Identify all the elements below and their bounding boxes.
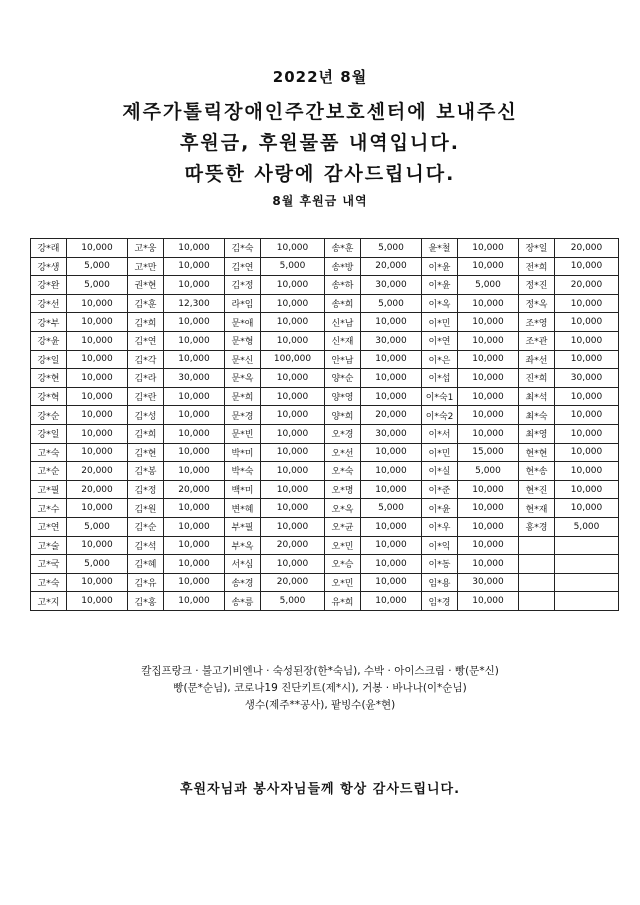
donor-name-cell: 송*희 — [325, 294, 361, 313]
donor-name-cell: 오*선 — [325, 443, 361, 462]
donor-name-cell: 김*현 — [128, 443, 164, 462]
donor-name-cell: 김*란 — [128, 387, 164, 406]
donor-name-cell: 김*연 — [225, 257, 261, 276]
donor-name-cell: 최*석 — [519, 387, 555, 406]
donor-name-cell: 문*애 — [225, 313, 261, 332]
title-line-3: 따뜻한 사랑에 감사드립니다. — [184, 163, 456, 185]
donor-name-cell: 고*술 — [31, 536, 67, 555]
donation-amount-cell: 10,000 — [361, 592, 422, 611]
donation-amount-cell: 10,000 — [361, 443, 422, 462]
donation-amount-cell — [555, 536, 619, 555]
table-row — [31, 387, 619, 406]
table-row — [31, 257, 619, 276]
donor-name-cell — [519, 592, 555, 611]
donation-amount-cell: 10,000 — [67, 313, 128, 332]
donation-amount-cell: 5,000 — [361, 239, 422, 258]
table-row — [31, 517, 619, 536]
donor-name-cell: 조*관 — [519, 331, 555, 350]
donation-amount-cell: 10,000 — [164, 517, 225, 536]
donor-name-cell: 백*미 — [225, 480, 261, 499]
donation-amount-cell: 20,000 — [555, 239, 619, 258]
donation-amount-cell: 10,000 — [361, 350, 422, 369]
donation-amount-cell: 10,000 — [555, 424, 619, 443]
donor-name-cell: 이*윤 — [422, 257, 458, 276]
donor-name-cell: 김*성 — [128, 406, 164, 425]
donor-name-cell: 이*동 — [422, 555, 458, 574]
donation-amount-cell: 10,000 — [458, 313, 519, 332]
donation-amount-cell: 10,000 — [555, 294, 619, 313]
donation-amount-cell: 100,000 — [261, 350, 325, 369]
donation-amount-cell: 5,000 — [261, 257, 325, 276]
donor-name-cell: 이*서 — [422, 424, 458, 443]
donation-amount-cell: 10,000 — [261, 294, 325, 313]
table-row — [31, 480, 619, 499]
donor-name-cell: 현*재 — [519, 499, 555, 518]
donor-name-cell: 문*희 — [225, 387, 261, 406]
donation-amount-cell: 10,000 — [555, 350, 619, 369]
donor-name-cell: 이*섭 — [422, 369, 458, 388]
donation-amount-cell: 10,000 — [164, 387, 225, 406]
donation-amount-cell: 10,000 — [164, 555, 225, 574]
donation-amount-cell: 10,000 — [458, 480, 519, 499]
donor-name-cell: 고*웅 — [128, 239, 164, 258]
donation-amount-cell: 10,000 — [261, 387, 325, 406]
donor-name-cell: 송*경 — [225, 573, 261, 592]
donor-name-cell: 이*숙1 — [422, 387, 458, 406]
donor-name-cell: 오*옥 — [325, 499, 361, 518]
donation-amount-cell: 10,000 — [555, 443, 619, 462]
donation-amount-cell: 10,000 — [261, 555, 325, 574]
donation-amount-cell: 10,000 — [261, 443, 325, 462]
table-row — [31, 313, 619, 332]
donor-name-cell: 강*순 — [31, 406, 67, 425]
donor-name-cell: 이*익 — [422, 536, 458, 555]
donation-amount-cell: 15,000 — [458, 443, 519, 462]
donation-amount-cell: 10,000 — [261, 499, 325, 518]
donor-name-cell: 김*연 — [128, 331, 164, 350]
donor-name-cell: 오*균 — [325, 517, 361, 536]
table-row — [31, 443, 619, 462]
goods-line-1: 칼집프랑크 · 불고기비엔나 · 숙성된장(한*숙님), 수박 · 아이스크림 · 빵(문*신) — [141, 665, 499, 677]
donation-amount-cell: 10,000 — [164, 573, 225, 592]
donor-name-cell: 고*연 — [31, 517, 67, 536]
donor-name-cell: 이*숙2 — [422, 406, 458, 425]
donation-amount-cell: 10,000 — [261, 276, 325, 295]
donor-name-cell: 김*홍 — [128, 592, 164, 611]
donation-amount-cell: 10,000 — [361, 573, 422, 592]
table-row — [31, 499, 619, 518]
donation-amount-cell: 10,000 — [164, 592, 225, 611]
donor-name-cell: 고*국 — [31, 555, 67, 574]
donation-amount-cell: 10,000 — [555, 387, 619, 406]
donation-amount-cell: 10,000 — [458, 239, 519, 258]
donation-amount-cell: 10,000 — [458, 331, 519, 350]
goods-line-2: 빵(문*순님), 코로나19 진단키트(제*시), 거봉 · 바나나(이*순님) — [173, 682, 467, 694]
donor-name-cell: 신*남 — [325, 313, 361, 332]
donation-amount-cell: 10,000 — [458, 350, 519, 369]
donor-name-cell: 전*희 — [519, 257, 555, 276]
donor-name-cell: 고*수 — [31, 499, 67, 518]
donor-name-cell: 강*윤 — [31, 331, 67, 350]
donor-name-cell: 진*희 — [519, 369, 555, 388]
donation-amount-cell: 10,000 — [67, 387, 128, 406]
donor-name-cell: 고*지 — [31, 592, 67, 611]
donor-name-cell: 김*혜 — [128, 555, 164, 574]
donor-name-cell: 김*희 — [128, 424, 164, 443]
donor-name-cell: 유*희 — [325, 592, 361, 611]
donation-amount-cell: 5,000 — [361, 499, 422, 518]
donor-name-cell: 변*혜 — [225, 499, 261, 518]
donation-amount-cell: 10,000 — [458, 592, 519, 611]
donor-name-cell: 현*진 — [519, 480, 555, 499]
donation-amount-cell: 30,000 — [164, 369, 225, 388]
donor-name-cell: 강*생 — [31, 257, 67, 276]
donor-name-cell: 문*신 — [225, 350, 261, 369]
donor-name-cell: 박*미 — [225, 443, 261, 462]
donor-name-cell: 부*옥 — [225, 536, 261, 555]
donation-amount-cell: 5,000 — [555, 517, 619, 536]
donor-name-cell: 강*현 — [31, 369, 67, 388]
table-row — [31, 424, 619, 443]
donation-amount-cell — [555, 592, 619, 611]
donation-amount-cell: 12,300 — [164, 294, 225, 313]
donation-amount-cell: 20,000 — [361, 406, 422, 425]
table-row — [31, 406, 619, 425]
donation-amount-cell: 20,000 — [164, 480, 225, 499]
donor-name-cell: 이*윤 — [422, 499, 458, 518]
title-line-2: 후원금, 후원물품 내역입니다. — [180, 132, 460, 154]
donor-name-cell: 홍*경 — [519, 517, 555, 536]
donor-name-cell: 고*숙 — [31, 443, 67, 462]
donation-amount-cell: 10,000 — [261, 331, 325, 350]
donation-amount-cell: 10,000 — [261, 313, 325, 332]
donor-name-cell: 김*원 — [128, 499, 164, 518]
donor-name-cell: 오*민 — [325, 536, 361, 555]
table-row — [31, 276, 619, 295]
donation-amount-cell — [555, 555, 619, 574]
donation-amount-cell: 10,000 — [555, 331, 619, 350]
donor-name-cell: 강*완 — [31, 276, 67, 295]
donation-amount-cell: 10,000 — [458, 257, 519, 276]
donor-name-cell: 문*빈 — [225, 424, 261, 443]
title-line-1: 제주가톨릭장애인주간보호센터에 보내주신 — [122, 101, 518, 123]
donation-amount-cell: 10,000 — [67, 331, 128, 350]
donor-name-cell — [519, 555, 555, 574]
donation-amount-cell: 10,000 — [164, 462, 225, 481]
donation-amount-cell: 20,000 — [261, 536, 325, 555]
donation-amount-cell: 10,000 — [261, 462, 325, 481]
donated-goods — [0, 663, 640, 714]
donor-name-cell: 이*연 — [422, 331, 458, 350]
donor-name-cell: 양*순 — [325, 369, 361, 388]
donation-amount-cell: 20,000 — [361, 257, 422, 276]
donor-name-cell: 양*영 — [325, 387, 361, 406]
donation-amount-cell: 10,000 — [67, 294, 128, 313]
donor-name-cell: 문*옥 — [225, 369, 261, 388]
donation-amount-cell: 10,000 — [361, 387, 422, 406]
report-date: 2022년 8월 — [272, 68, 368, 86]
donor-name-cell: 이*우 — [422, 517, 458, 536]
donor-name-cell: 부*필 — [225, 517, 261, 536]
donation-amount-cell: 10,000 — [67, 573, 128, 592]
donor-name-cell: 양*희 — [325, 406, 361, 425]
donor-name-cell: 오*민 — [325, 573, 361, 592]
donation-amount-cell: 10,000 — [458, 499, 519, 518]
donation-amount-cell: 10,000 — [361, 536, 422, 555]
donation-amount-cell: 5,000 — [67, 257, 128, 276]
donation-amount-cell: 10,000 — [361, 369, 422, 388]
donation-amount-cell — [555, 573, 619, 592]
donor-name-cell: 정*옥 — [519, 294, 555, 313]
donation-amount-cell: 10,000 — [555, 462, 619, 481]
donor-name-cell: 김*봉 — [128, 462, 164, 481]
donor-name-cell: 김*유 — [128, 573, 164, 592]
donor-name-cell: 송*훈 — [325, 239, 361, 258]
donation-amount-cell: 10,000 — [164, 331, 225, 350]
goods-line-3: 생수(제주**공사), 팥빙수(윤*현) — [244, 699, 396, 711]
donation-amount-cell: 10,000 — [361, 555, 422, 574]
donation-amount-cell: 30,000 — [555, 369, 619, 388]
table-row — [31, 555, 619, 574]
donor-name-cell: 김*숙 — [225, 239, 261, 258]
donation-amount-cell: 5,000 — [458, 462, 519, 481]
donor-name-cell: 김*훈 — [128, 294, 164, 313]
donor-name-cell: 최*숙 — [519, 406, 555, 425]
donation-amount-cell: 10,000 — [261, 517, 325, 536]
donor-name-cell: 임*용 — [422, 573, 458, 592]
closing-thanks: 후원자님과 봉사자님들께 항상 감사드립니다. — [179, 782, 461, 797]
donation-amount-cell: 10,000 — [67, 350, 128, 369]
donor-name-cell: 강*선 — [31, 294, 67, 313]
donation-amount-cell: 10,000 — [164, 313, 225, 332]
donation-amount-cell: 5,000 — [67, 555, 128, 574]
donation-amount-cell: 10,000 — [164, 406, 225, 425]
donation-amount-cell: 10,000 — [67, 406, 128, 425]
donor-name-cell: 문*형 — [225, 331, 261, 350]
donor-name-cell: 좌*선 — [519, 350, 555, 369]
donation-amount-cell: 20,000 — [555, 276, 619, 295]
donor-name-cell: 송*방 — [325, 257, 361, 276]
donation-amount-cell: 5,000 — [458, 276, 519, 295]
donation-amount-cell: 10,000 — [67, 369, 128, 388]
donor-name-cell: 이*민 — [422, 313, 458, 332]
donor-name-cell: 윤*철 — [422, 239, 458, 258]
donation-amount-cell: 10,000 — [458, 517, 519, 536]
table-row — [31, 331, 619, 350]
donation-amount-cell: 10,000 — [458, 424, 519, 443]
donor-name-cell — [519, 573, 555, 592]
donor-name-cell: 장*일 — [519, 239, 555, 258]
donation-table — [30, 238, 619, 611]
donor-name-cell: 라*임 — [225, 294, 261, 313]
donor-name-cell: 안*남 — [325, 350, 361, 369]
donation-amount-cell: 10,000 — [164, 499, 225, 518]
table-row — [31, 369, 619, 388]
donor-name-cell: 김*라 — [128, 369, 164, 388]
donor-name-cell: 고*순 — [31, 462, 67, 481]
donation-amount-cell: 10,000 — [458, 406, 519, 425]
donation-amount-cell: 10,000 — [67, 499, 128, 518]
donor-name-cell: 고*숙 — [31, 573, 67, 592]
donor-name-cell: 신*재 — [325, 331, 361, 350]
donation-amount-cell: 10,000 — [458, 387, 519, 406]
donation-amount-cell: 10,000 — [261, 239, 325, 258]
donation-amount-cell: 30,000 — [361, 276, 422, 295]
donor-name-cell: 강*래 — [31, 239, 67, 258]
donation-amount-cell: 20,000 — [67, 480, 128, 499]
donor-name-cell: 임*경 — [422, 592, 458, 611]
donation-amount-cell: 10,000 — [458, 294, 519, 313]
donor-name-cell: 현*송 — [519, 462, 555, 481]
donation-amount-cell: 10,000 — [361, 462, 422, 481]
donor-name-cell: 최*영 — [519, 424, 555, 443]
donation-amount-cell: 10,000 — [164, 276, 225, 295]
donation-amount-cell: 10,000 — [261, 406, 325, 425]
donor-name-cell: 고*필 — [31, 480, 67, 499]
donation-amount-cell: 10,000 — [458, 555, 519, 574]
donor-name-cell: 김*정 — [128, 480, 164, 499]
donor-name-cell: 조*영 — [519, 313, 555, 332]
donor-name-cell: 강*혁 — [31, 387, 67, 406]
table-row — [31, 592, 619, 611]
donation-amount-cell: 10,000 — [67, 239, 128, 258]
donor-name-cell: 권*현 — [128, 276, 164, 295]
donation-amount-cell: 30,000 — [458, 573, 519, 592]
table-row — [31, 350, 619, 369]
donor-name-cell: 현*현 — [519, 443, 555, 462]
donor-name-cell: 오*명 — [325, 480, 361, 499]
donation-amount-cell: 10,000 — [67, 424, 128, 443]
donor-name-cell: 송*하 — [325, 276, 361, 295]
donor-name-cell: 서*심 — [225, 555, 261, 574]
donor-name-cell: 박*숙 — [225, 462, 261, 481]
donation-amount-cell: 5,000 — [67, 517, 128, 536]
donation-amount-cell: 10,000 — [361, 480, 422, 499]
donation-amount-cell: 10,000 — [164, 424, 225, 443]
donor-name-cell — [519, 536, 555, 555]
donor-name-cell: 강*부 — [31, 313, 67, 332]
donor-name-cell: 김*석 — [128, 536, 164, 555]
donor-name-cell: 오*경 — [325, 424, 361, 443]
donation-amount-cell: 10,000 — [164, 443, 225, 462]
donor-name-cell: 문*경 — [225, 406, 261, 425]
donor-name-cell: 이*준 — [422, 480, 458, 499]
donor-name-cell: 오*숙 — [325, 462, 361, 481]
table-subtitle: 8월 후원금 내역 — [272, 194, 368, 208]
donation-amount-cell: 20,000 — [67, 462, 128, 481]
donor-name-cell: 이*옥 — [422, 294, 458, 313]
donation-table-body — [31, 239, 619, 611]
table-row — [31, 573, 619, 592]
donation-amount-cell: 10,000 — [458, 536, 519, 555]
donor-name-cell: 이*은 — [422, 350, 458, 369]
donor-name-cell: 이*윤 — [422, 276, 458, 295]
table-row — [31, 536, 619, 555]
donor-name-cell: 고*만 — [128, 257, 164, 276]
donation-amount-cell: 5,000 — [361, 294, 422, 313]
donor-name-cell: 김*순 — [128, 517, 164, 536]
donor-name-cell: 이*민 — [422, 443, 458, 462]
donation-amount-cell: 10,000 — [164, 257, 225, 276]
donor-name-cell: 강*일 — [31, 350, 67, 369]
donation-amount-cell: 10,000 — [555, 499, 619, 518]
donor-name-cell: 이*실 — [422, 462, 458, 481]
donation-amount-cell: 10,000 — [67, 592, 128, 611]
donation-amount-cell: 10,000 — [555, 480, 619, 499]
donation-amount-cell: 10,000 — [555, 406, 619, 425]
donation-amount-cell: 10,000 — [555, 257, 619, 276]
donation-amount-cell: 10,000 — [458, 369, 519, 388]
donation-amount-cell: 10,000 — [555, 313, 619, 332]
donation-amount-cell: 20,000 — [261, 573, 325, 592]
donation-amount-cell: 10,000 — [361, 313, 422, 332]
header — [0, 66, 640, 190]
donor-name-cell: 김*각 — [128, 350, 164, 369]
donor-name-cell: 김*희 — [128, 313, 164, 332]
donor-name-cell: 정*진 — [519, 276, 555, 295]
donation-amount-cell: 10,000 — [361, 517, 422, 536]
donation-amount-cell: 10,000 — [164, 350, 225, 369]
donation-amount-cell: 10,000 — [261, 424, 325, 443]
table-row — [31, 462, 619, 481]
donation-amount-cell: 30,000 — [361, 331, 422, 350]
donation-amount-cell: 10,000 — [164, 239, 225, 258]
donation-amount-cell: 10,000 — [67, 536, 128, 555]
donation-amount-cell: 10,000 — [261, 369, 325, 388]
donor-name-cell: 송*릉 — [225, 592, 261, 611]
table-row — [31, 294, 619, 313]
donation-amount-cell: 10,000 — [164, 536, 225, 555]
donation-amount-cell: 10,000 — [261, 480, 325, 499]
donation-amount-cell: 30,000 — [361, 424, 422, 443]
donor-name-cell: 김*정 — [225, 276, 261, 295]
donor-name-cell: 강*일 — [31, 424, 67, 443]
donation-amount-cell: 10,000 — [67, 443, 128, 462]
donation-amount-cell: 5,000 — [67, 276, 128, 295]
donor-name-cell: 오*승 — [325, 555, 361, 574]
donation-amount-cell: 5,000 — [261, 592, 325, 611]
table-row — [31, 239, 619, 258]
